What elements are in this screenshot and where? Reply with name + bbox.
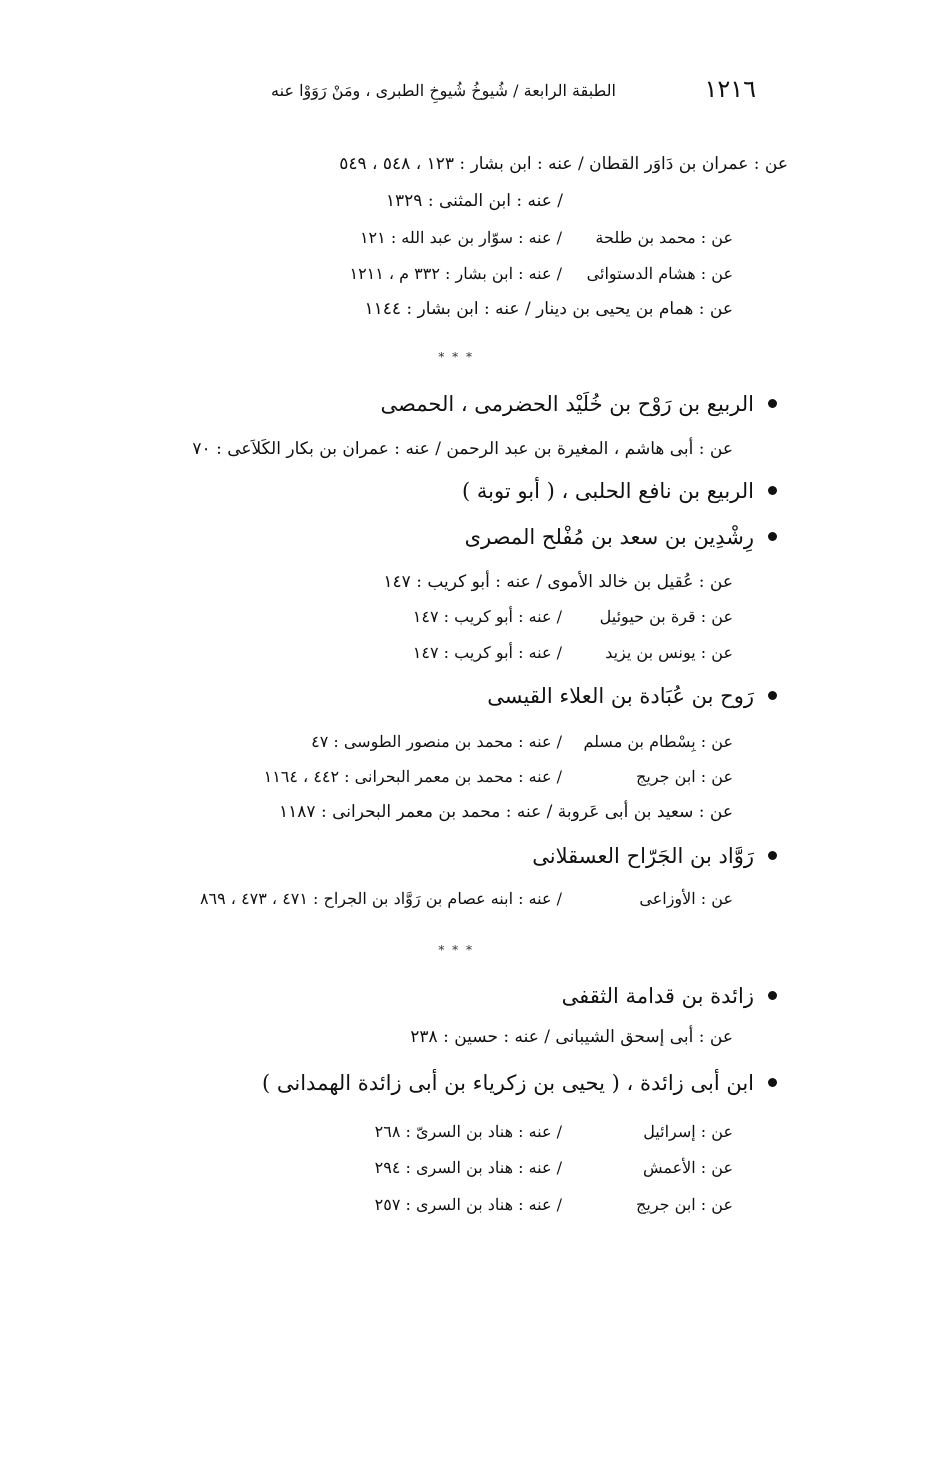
narration-line: عن : سعيد بن أبى عَروبة / عنه : محمد بن معمر البحرانى : ١١٨٧: [279, 802, 733, 822]
entry-bullet: [768, 991, 777, 1000]
entry-bullet: [768, 532, 777, 541]
entry-heading: رَوَّاد بن الجَرّاح العسقلانى: [532, 844, 754, 868]
narration-line: عن : عمران بن دَاوَر القطان / عنه : ابن بشار : ١٢٣ ، ٥٤٨ ، ٥٤٩: [339, 154, 788, 174]
narration-source: عن : قرة بن حيوئيل: [599, 607, 733, 626]
entry-bullet: [768, 1078, 777, 1087]
entry-bullet: [768, 691, 777, 700]
narration-source: عن : ابن جريج: [636, 1195, 733, 1214]
narration-line: / عنه : ابن المثنى : ١٣٢٩: [385, 191, 563, 211]
narration-source: عن : ابن جريج: [636, 767, 733, 786]
narration-narrator: / عنه : أبو كريب : ١٤٧: [412, 643, 562, 662]
entry-bullet: [768, 486, 777, 495]
section-separator: * * *: [438, 350, 474, 364]
narration-source: عن : هشام الدستوائى: [586, 264, 733, 283]
narration-line: عن : عُقيل بن خالد الأموى / عنه : أبو كريب : ١٤٧: [383, 572, 733, 592]
narration-source: عن : محمد بن طلحة: [595, 228, 733, 247]
narration-line: عن : أبى هاشم ، المغيرة بن عبد الرحمن / عنه : عمران بن بكار الكَلاَعى : ٧٠: [192, 439, 733, 459]
entry-heading: رِشْدِين بن سعد بن مُفْلح المصرى: [464, 525, 754, 549]
narration-narrator: / عنه : محمد بن معمر البحرانى : ٤٤٢ ، ١١٦٤: [263, 767, 562, 786]
entry-heading: رَوح بن عُبَادة بن العلاء القيسى: [487, 684, 754, 708]
section-separator: * * *: [438, 943, 474, 957]
entry-bullet: [768, 851, 777, 860]
narration-narrator: / عنه : أبو كريب : ١٤٧: [412, 607, 562, 626]
narration-source: عن : إسرائيل: [643, 1122, 733, 1141]
entry-bullet: [768, 399, 777, 408]
entry-heading: الربيع بن نافع الحلبى ، ( أبو توبة ): [462, 479, 754, 503]
narration-line: عن : أبى إسحق الشيبانى / عنه : حسين : ٢٣٨: [410, 1027, 733, 1047]
narration-narrator: / عنه : ابنه عصام بن رَوَّاد بن الجراح : ٤٧١ ، ٤٧٣ ، ٨٦٩: [199, 889, 562, 908]
narration-narrator: / عنه : هناد بن السرىّ : ٢٦٨: [374, 1122, 562, 1141]
narration-line: عن : همام بن يحيى بن دينار / عنه : ابن بشار : ١١٤٤: [364, 299, 733, 319]
narration-source: عن : الأعمش: [642, 1158, 733, 1177]
entry-heading: زائدة بن قدامة الثقفى: [561, 984, 754, 1008]
entry-heading: الربيع بن رَوْح بن خُلَيْد الحضرمى ، الحمصى: [380, 392, 754, 416]
narration-narrator: / عنه : ابن بشار : ٣٣٢ م ، ١٢١١: [349, 264, 562, 283]
narration-source: عن : الأوزاعى: [639, 889, 733, 908]
narration-narrator: / عنه : محمد بن منصور الطوسى : ٤٧: [311, 732, 562, 751]
narration-source: عن : يونس بن يزيد: [605, 643, 733, 662]
narration-narrator: / عنه : سوّار بن عبد الله : ١٢١: [359, 228, 562, 247]
page-number: ١٢١٦: [704, 75, 756, 103]
narration-source: عن : بِسْطام بن مسلم: [583, 732, 733, 751]
running-title: الطبقة الرابعة / شُيوخُ شُيوخِ الطبرى ، ومَنْ رَوَوْا عنه: [271, 81, 616, 100]
narration-narrator: / عنه : هناد بن السرى : ٢٩٤: [374, 1158, 562, 1177]
entry-heading: ابن أبى زائدة ، ( يحيى بن زكرياء بن أبى زائدة الهمدانى ): [262, 1071, 754, 1095]
narration-narrator: / عنه : هناد بن السرى : ٢٥٧: [374, 1195, 562, 1214]
